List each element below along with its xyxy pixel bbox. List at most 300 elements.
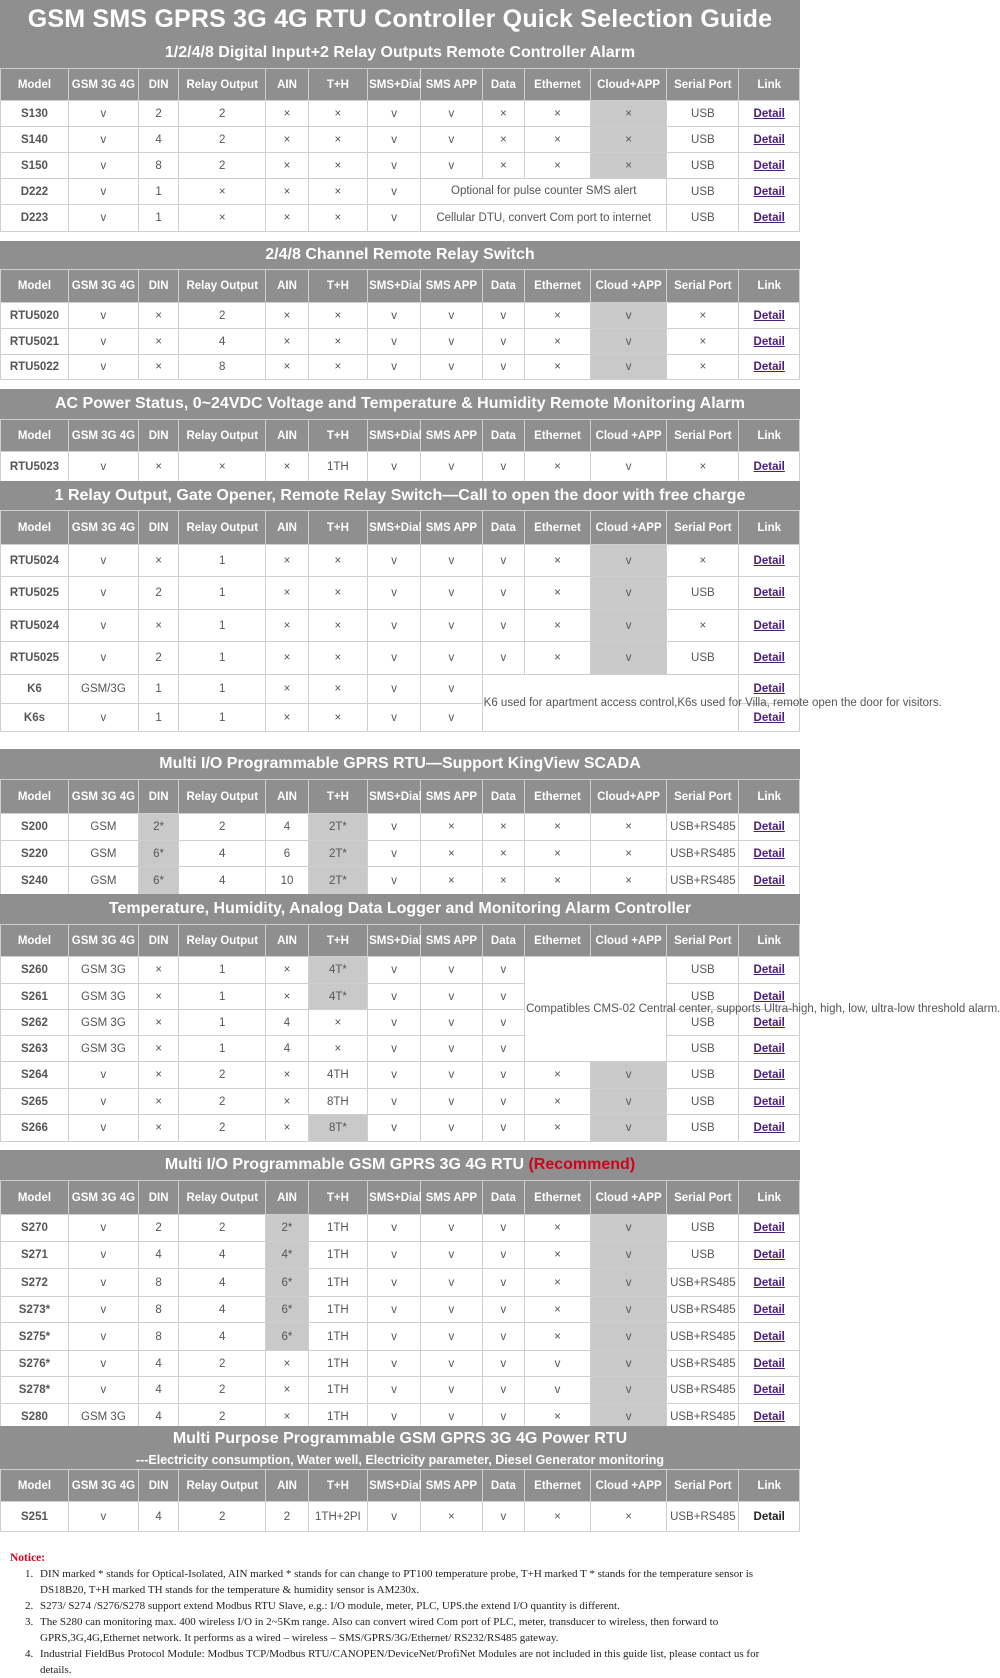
- spec-cell: 2: [179, 1115, 266, 1142]
- spec-cell: ×: [590, 814, 666, 841]
- table-row: [1, 179, 800, 205]
- spec-cell: USB+RS485: [667, 841, 739, 867]
- column-header: Ethernet: [525, 420, 591, 452]
- spec-cell: v: [482, 1215, 524, 1242]
- section-title: [0, 481, 800, 510]
- column-header: Model: [1, 1470, 69, 1502]
- column-header: DIN: [138, 270, 178, 303]
- model-cell: S220: [1, 841, 69, 867]
- detail-link-cell: [739, 179, 800, 205]
- spec-cell: v: [368, 704, 421, 732]
- spec-cell: USB+RS485: [667, 1351, 739, 1377]
- column-header: Ethernet: [525, 1470, 591, 1502]
- spec-cell: v: [482, 545, 524, 577]
- spec-cell: ×: [525, 577, 591, 610]
- detail-link[interactable]: Detail: [753, 1330, 785, 1343]
- spec-cell: ×: [266, 675, 308, 704]
- spec-cell: 2: [266, 1502, 308, 1532]
- spec-cell: ×: [525, 355, 591, 380]
- spec-cell: 2: [138, 642, 178, 675]
- spec-cell: 6: [266, 841, 308, 867]
- spec-cell: ×: [308, 577, 367, 610]
- spec-cell: v: [368, 127, 421, 153]
- spec-cell: v: [482, 1323, 524, 1351]
- model-cell: S272: [1, 1269, 69, 1297]
- detail-link[interactable]: Detail: [753, 1069, 785, 1081]
- spec-cell: v: [68, 127, 138, 153]
- spec-cell: 1: [179, 704, 266, 732]
- spec-cell: v: [482, 1269, 524, 1297]
- column-header: Cloud +APP: [590, 1470, 666, 1502]
- spec-cell: v: [368, 577, 421, 610]
- spec-cell: ×: [525, 1269, 591, 1297]
- spec-cell: ×: [525, 642, 591, 675]
- column-header: Data: [482, 1181, 524, 1215]
- detail-link-cell: [739, 1269, 800, 1297]
- spec-cell: ×: [525, 452, 591, 482]
- spec-cell: ×: [308, 642, 367, 675]
- spec-cell: ×: [667, 452, 739, 482]
- spec-cell: v: [368, 1351, 421, 1377]
- column-header: T+H: [308, 1470, 367, 1502]
- spec-cell: v: [590, 329, 666, 355]
- spec-cell: GSM: [68, 814, 138, 841]
- detail-link[interactable]: Detail: [753, 361, 785, 373]
- spec-cell: ×: [138, 355, 178, 380]
- spec-cell: ×: [667, 545, 739, 577]
- notice-block: [0, 1548, 800, 1677]
- column-header: DIN: [138, 69, 178, 101]
- model-cell: S240: [1, 867, 69, 895]
- spec-cell: 2: [179, 101, 266, 127]
- column-header: Relay Output: [179, 780, 266, 814]
- column-header: Model: [1, 270, 69, 303]
- spec-cell: ×: [266, 545, 308, 577]
- spec-cell: USB: [667, 205, 739, 232]
- table-row: [1, 642, 800, 675]
- model-cell: S271: [1, 1242, 69, 1269]
- detail-link[interactable]: Detail: [753, 1303, 785, 1316]
- detail-link[interactable]: Detail: [753, 619, 785, 632]
- model-cell: RTU5022: [1, 355, 69, 380]
- spec-cell: v: [525, 1351, 591, 1377]
- model-cell: S260: [1, 957, 69, 984]
- table-row: [1, 153, 800, 179]
- table-row: [1, 1242, 800, 1269]
- spec-cell: ×: [266, 452, 308, 482]
- spec-cell: v: [368, 957, 421, 984]
- table-row: [1, 452, 800, 482]
- spec-cell: ×: [266, 1062, 308, 1089]
- model-cell: S264: [1, 1062, 69, 1089]
- column-header: Model: [1, 420, 69, 452]
- table-row: [1, 841, 800, 867]
- column-header: SMS APP: [421, 780, 483, 814]
- spec-cell: v: [525, 1377, 591, 1404]
- spec-cell: ×: [266, 1377, 308, 1404]
- column-header: GSM 3G 4G: [68, 780, 138, 814]
- spec-cell: v: [590, 545, 666, 577]
- spec-cell: v: [368, 1010, 421, 1036]
- section-title: [0, 749, 800, 779]
- spec-cell: v: [590, 1404, 666, 1431]
- spec-cell: USB: [667, 1089, 739, 1115]
- detail-link[interactable]: Detail: [753, 874, 785, 887]
- spec-cell: 4: [266, 814, 308, 841]
- spec-cell: v: [368, 179, 421, 205]
- spec-cell: 4: [138, 1351, 178, 1377]
- model-cell: RTU5025: [1, 642, 69, 675]
- column-header: Cloud +APP: [590, 1181, 666, 1215]
- spec-cell: v: [421, 1297, 483, 1323]
- spec-cell: 10: [266, 867, 308, 895]
- spec-cell: v: [421, 1215, 483, 1242]
- column-header: DIN: [138, 1181, 178, 1215]
- column-header: GSM 3G 4G: [68, 511, 138, 545]
- spec-cell: v: [368, 303, 421, 329]
- spec-cell: ×: [525, 1323, 591, 1351]
- column-header: T+H: [308, 511, 367, 545]
- column-header: Link: [739, 69, 800, 101]
- spec-cell: ×: [138, 1089, 178, 1115]
- spec-cell: ×: [525, 1062, 591, 1089]
- notice-item: 4. Industrial FieldBus Protocol Module: Modbus TCP/Modbus RTU/CANOPEN/DeviceNet/ProfiNet Modules are not included in this guide list, please contact us for details.: [36, 1646, 792, 1678]
- spec-cell: ×: [525, 1404, 591, 1431]
- spec-cell: ×: [138, 329, 178, 355]
- spec-cell: v: [421, 355, 483, 380]
- column-header: Ethernet: [525, 270, 591, 303]
- spec-cell: ×: [525, 101, 591, 127]
- detail-link[interactable]: Detail: [753, 309, 785, 322]
- detail-link[interactable]: Detail: [753, 683, 785, 695]
- spec-cell: 1: [179, 984, 266, 1010]
- detail-link-cell: [739, 867, 800, 895]
- column-header: Relay Output: [179, 420, 266, 452]
- detail-link[interactable]: Detail: [753, 1016, 785, 1029]
- detail-link[interactable]: Detail: [753, 1384, 785, 1396]
- detail-link[interactable]: Detail: [753, 711, 785, 724]
- detail-link-cell: [739, 1215, 800, 1242]
- spec-cell: ×: [525, 610, 591, 642]
- section-title-text: 1 Relay Output, Gate Opener, Remote Relay Switch—Call to open the door with free charge: [54, 487, 746, 504]
- spec-cell: ×: [667, 329, 739, 355]
- spec-cell: ×: [421, 814, 483, 841]
- detail-link[interactable]: Detail: [753, 847, 785, 860]
- section-title-text: Multi I/O Programmable GPRS RTU—Support KingView SCADA: [159, 755, 641, 772]
- column-header: Relay Output: [179, 69, 266, 101]
- column-header: AIN: [266, 420, 308, 452]
- model-cell: S275*: [1, 1323, 69, 1351]
- column-header: DIN: [138, 780, 178, 814]
- spec-cell: ×: [266, 127, 308, 153]
- spec-cell: 2: [179, 127, 266, 153]
- page-title: GSM SMS GPRS 3G 4G RTU Controller Quick Selection Guide: [0, 0, 800, 38]
- spec-cell: 1: [138, 675, 178, 704]
- spec-cell: 1TH: [308, 1377, 367, 1404]
- spec-table: [0, 68, 800, 232]
- spec-cell: v: [421, 153, 483, 179]
- detail-link-cell: [739, 1036, 800, 1062]
- model-cell: S278*: [1, 1377, 69, 1404]
- detail-link[interactable]: Detail: [753, 107, 785, 120]
- model-cell: RTU5023: [1, 452, 69, 482]
- detail-link[interactable]: Detail: [753, 185, 785, 198]
- table-row: [1, 957, 800, 984]
- spec-cell: ×: [138, 1115, 178, 1142]
- column-header: Ethernet: [525, 925, 591, 957]
- detail-link[interactable]: Detail: [753, 159, 785, 172]
- spec-cell: USB+RS485: [667, 1297, 739, 1323]
- detail-link[interactable]: Detail: [753, 821, 785, 833]
- column-header: T+H: [308, 925, 367, 957]
- detail-link[interactable]: Detail: [753, 133, 785, 146]
- detail-link[interactable]: Detail: [753, 964, 785, 976]
- column-header: Ethernet: [525, 511, 591, 545]
- spec-cell: USB+RS485: [667, 1323, 739, 1351]
- spec-cell: v: [68, 1062, 138, 1089]
- spec-cell: GSM 3G: [68, 984, 138, 1010]
- spec-cell: ×: [667, 610, 739, 642]
- spec-cell: 6*: [266, 1323, 308, 1351]
- table-header-row: [1, 1470, 800, 1502]
- spec-cell: ×: [525, 1115, 591, 1142]
- spec-cell: USB+RS485: [667, 1502, 739, 1532]
- spec-cell: 2: [138, 101, 178, 127]
- table-row: [1, 1215, 800, 1242]
- spec-cell: 1: [138, 704, 178, 732]
- spec-cell: 2T*: [308, 841, 367, 867]
- table-row: [1, 1036, 800, 1062]
- detail-link-cell: [739, 101, 800, 127]
- spec-cell: 4T*: [308, 984, 367, 1010]
- detail-link[interactable]: Detail: [753, 652, 785, 664]
- spec-cell: v: [421, 127, 483, 153]
- recommend-tag: (Recommend): [528, 1156, 636, 1173]
- spec-cell: v: [482, 1242, 524, 1269]
- table-header-row: [1, 925, 800, 957]
- spec-cell: 2: [179, 153, 266, 179]
- spec-cell: ×: [308, 545, 367, 577]
- column-header: Relay Output: [179, 925, 266, 957]
- spec-cell: 2T*: [308, 814, 367, 841]
- detail-link-cell: [739, 1377, 800, 1404]
- column-header: DIN: [138, 1470, 178, 1502]
- section-title-text: Temperature, Humidity, Analog Data Logger and Monitoring Alarm Controller: [108, 900, 692, 917]
- spec-table: [0, 1180, 800, 1431]
- column-header: Data: [482, 69, 524, 101]
- column-header: SMS APP: [421, 69, 483, 101]
- column-header: SMS APP: [421, 925, 483, 957]
- detail-link[interactable]: Detail: [753, 554, 785, 567]
- table-row: [1, 1323, 800, 1351]
- spec-cell: v: [590, 577, 666, 610]
- spec-cell: ×: [482, 127, 524, 153]
- spec-cell: ×: [266, 355, 308, 380]
- column-header: GSM 3G 4G: [68, 420, 138, 452]
- spec-cell: USB: [667, 642, 739, 675]
- spec-cell: USB: [667, 153, 739, 179]
- spec-cell: v: [368, 984, 421, 1010]
- spec-cell: v: [368, 1115, 421, 1142]
- column-header: SMS+Dial: [368, 420, 421, 452]
- spec-cell: v: [368, 101, 421, 127]
- model-cell: RTU5025: [1, 577, 69, 610]
- spec-cell: 2: [179, 814, 266, 841]
- detail-link[interactable]: Detail: [753, 1357, 785, 1370]
- spec-cell: v: [590, 1377, 666, 1404]
- detail-link[interactable]: Detail: [753, 1276, 785, 1289]
- spec-cell: v: [482, 1502, 524, 1532]
- column-header: T+H: [308, 69, 367, 101]
- column-header: Serial Port: [667, 511, 739, 545]
- spec-cell: ×: [179, 179, 266, 205]
- spec-cell: 1TH: [308, 1404, 367, 1431]
- spec-cell: v: [482, 1062, 524, 1089]
- spec-cell: v: [368, 545, 421, 577]
- table-row: [1, 205, 800, 232]
- detail-link[interactable]: Detail: [753, 460, 785, 473]
- detail-link[interactable]: Detail: [753, 335, 785, 348]
- model-cell: S200: [1, 814, 69, 841]
- spec-cell: ×: [266, 1351, 308, 1377]
- spec-cell: v: [590, 642, 666, 675]
- spec-cell: v: [368, 1377, 421, 1404]
- detail-link[interactable]: Detail: [753, 587, 785, 599]
- spec-cell: v: [421, 329, 483, 355]
- spec-cell: 2T*: [308, 867, 367, 895]
- spec-cell: GSM: [68, 841, 138, 867]
- column-header: AIN: [266, 69, 308, 101]
- section-title-text: Multi I/O Programmable GSM GPRS 3G 4G RTU: [164, 1156, 525, 1173]
- table-row: [1, 1297, 800, 1323]
- table-header-row: [1, 780, 800, 814]
- column-header: Data: [482, 420, 524, 452]
- column-header: Model: [1, 1181, 69, 1215]
- spec-cell: 4: [138, 1377, 178, 1404]
- column-header: Serial Port: [667, 420, 739, 452]
- spec-cell: ×: [308, 704, 367, 732]
- spec-cell: v: [590, 355, 666, 380]
- column-header: Ethernet: [525, 1181, 591, 1215]
- spec-cell: 4: [266, 1036, 308, 1062]
- spec-cell: v: [68, 1297, 138, 1323]
- spec-table: [0, 510, 942, 732]
- spec-cell: ×: [525, 867, 591, 895]
- spec-cell: ×: [266, 101, 308, 127]
- spec-cell: v: [68, 303, 138, 329]
- section-title-text: Multi Purpose Programmable GSM GPRS 3G 4G Power RTU: [172, 1430, 628, 1447]
- spec-cell: ×: [525, 153, 591, 179]
- column-header: Model: [1, 780, 69, 814]
- spec-cell: v: [421, 1323, 483, 1351]
- detail-link[interactable]: Detail: [753, 990, 785, 1003]
- spec-cell: USB: [667, 957, 739, 984]
- column-header: Serial Port: [667, 780, 739, 814]
- spec-cell: ×: [308, 303, 367, 329]
- spec-cell: v: [368, 841, 421, 867]
- spec-cell: v: [368, 329, 421, 355]
- table-row: [1, 1377, 800, 1404]
- section-title-text: 2/4/8 Channel Remote Relay Switch: [265, 246, 535, 263]
- detail-link[interactable]: Detail: [753, 1095, 785, 1108]
- table-row: [1, 1269, 800, 1297]
- detail-link[interactable]: Detail: [753, 212, 785, 224]
- spec-cell: ×: [525, 841, 591, 867]
- spec-cell: USB+RS485: [667, 1269, 739, 1297]
- spec-cell: USB+RS485: [667, 867, 739, 895]
- detail-link[interactable]: Detail: [753, 1249, 785, 1261]
- section-title: [0, 389, 800, 419]
- detail-link-cell: [739, 1242, 800, 1269]
- detail-link-cell: [739, 1297, 800, 1323]
- detail-link[interactable]: Detail: [753, 1510, 785, 1523]
- spec-cell: v: [590, 1215, 666, 1242]
- spec-cell: 1: [179, 545, 266, 577]
- table-header-row: [1, 1181, 800, 1215]
- spec-cell: v: [590, 610, 666, 642]
- detail-link[interactable]: Detail: [753, 1042, 785, 1055]
- spec-cell: v: [421, 545, 483, 577]
- spec-cell: v: [368, 1215, 421, 1242]
- column-header: SMS+Dial: [368, 69, 421, 101]
- spec-cell: GSM 3G: [68, 1036, 138, 1062]
- detail-link[interactable]: Detail: [753, 1122, 785, 1134]
- detail-link-cell: [739, 1062, 800, 1089]
- spec-cell: v: [68, 704, 138, 732]
- spec-cell: 4: [179, 841, 266, 867]
- detail-link-cell: [739, 642, 800, 675]
- spec-cell: ×: [266, 303, 308, 329]
- detail-link-cell: [739, 1351, 800, 1377]
- column-header: GSM 3G 4G: [68, 1470, 138, 1502]
- spec-cell: GSM/3G: [68, 675, 138, 704]
- spec-cell: USB: [667, 179, 739, 205]
- table-row: [1, 610, 800, 642]
- spec-cell: v: [482, 642, 524, 675]
- spec-cell: 1: [179, 675, 266, 704]
- spec-cell: 1TH: [308, 452, 367, 482]
- spec-cell: v: [68, 452, 138, 482]
- spec-cell: ×: [138, 452, 178, 482]
- table-row: [1, 1502, 800, 1532]
- column-header: Link: [739, 270, 800, 303]
- spec-cell: ×: [308, 179, 367, 205]
- spec-cell: v: [482, 1036, 524, 1062]
- column-header: Serial Port: [667, 1181, 739, 1215]
- spec-cell: ×: [179, 452, 266, 482]
- spec-cell: v: [68, 610, 138, 642]
- column-header: SMS APP: [421, 1181, 483, 1215]
- spec-cell: ×: [525, 1089, 591, 1115]
- detail-link-cell: [739, 153, 800, 179]
- spec-cell: v: [368, 675, 421, 704]
- spec-cell: 2: [179, 1062, 266, 1089]
- table-row: [1, 1062, 800, 1089]
- detail-link-cell: [739, 957, 800, 984]
- detail-link[interactable]: Detail: [753, 1222, 785, 1234]
- column-header: Link: [739, 925, 800, 957]
- spec-cell: 1: [179, 1010, 266, 1036]
- spec-cell: 2: [179, 1502, 266, 1532]
- spec-cell: 4: [266, 1010, 308, 1036]
- spec-cell: 1: [179, 642, 266, 675]
- spec-cell: GSM: [68, 867, 138, 895]
- column-header: Link: [739, 511, 800, 545]
- detail-link-cell: [739, 545, 800, 577]
- model-cell: S150: [1, 153, 69, 179]
- detail-link[interactable]: Detail: [753, 1411, 785, 1423]
- spec-cell: ×: [667, 303, 739, 329]
